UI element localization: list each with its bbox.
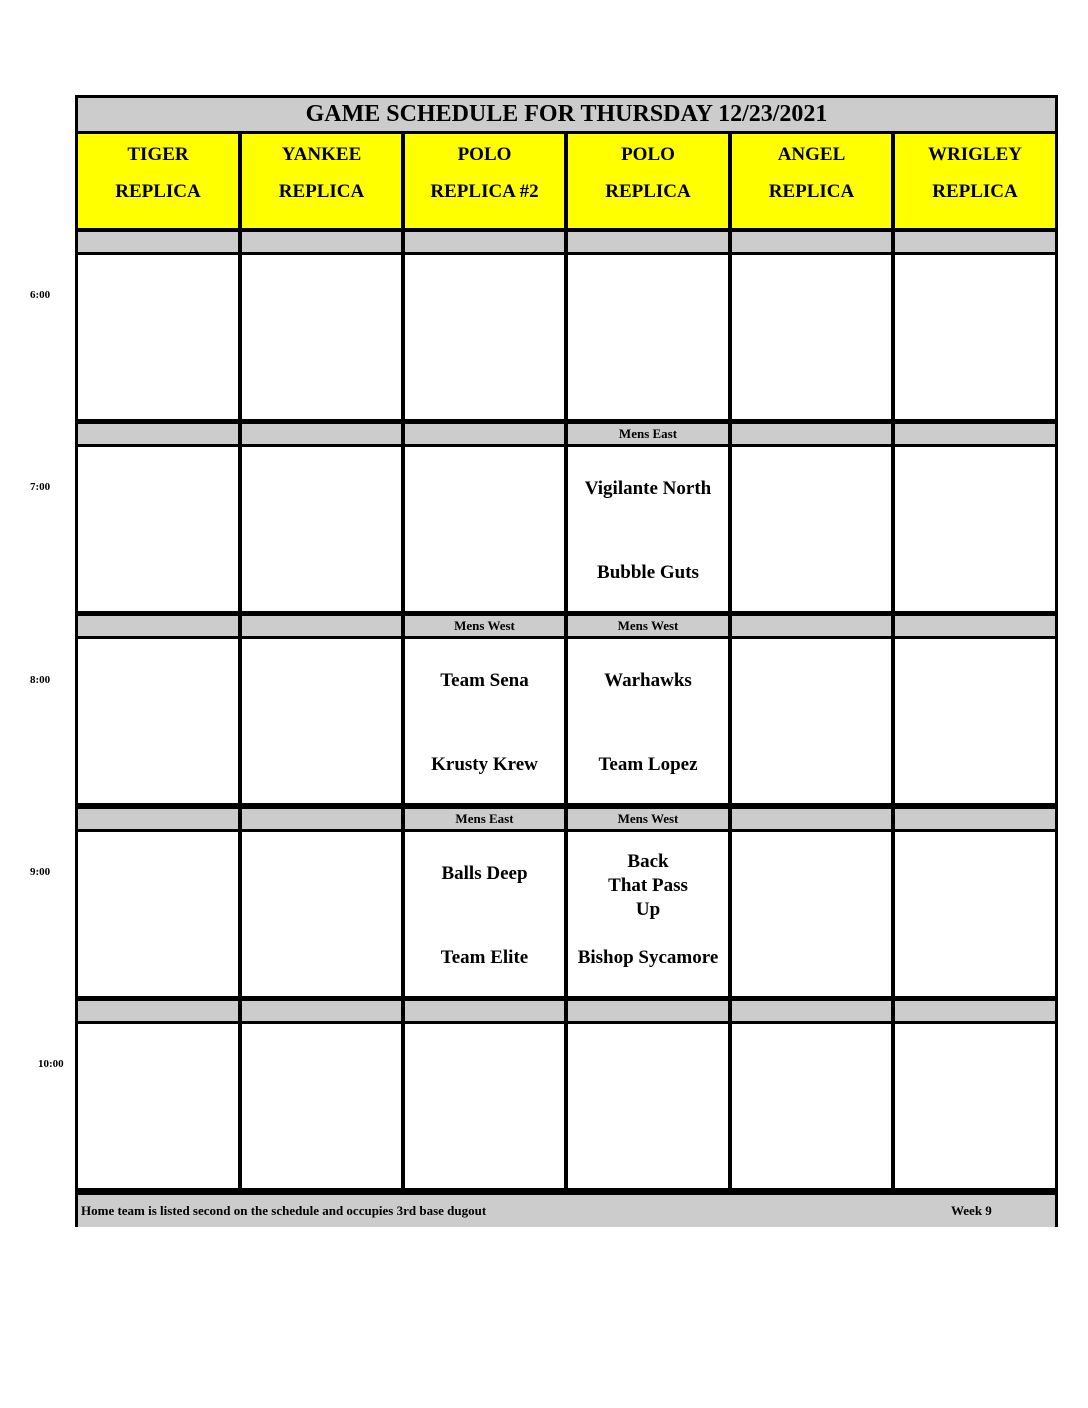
game-cell bbox=[242, 639, 401, 803]
field-name: YANKEE bbox=[281, 144, 362, 165]
game-cell bbox=[78, 255, 238, 419]
division-strip bbox=[78, 1001, 1055, 1021]
field-header bbox=[242, 134, 401, 228]
game-cell bbox=[568, 255, 728, 419]
division-label bbox=[732, 424, 891, 444]
field-name: WRIGLEY bbox=[928, 144, 1022, 165]
game-slot-row bbox=[78, 639, 1055, 803]
division-label: Mens East bbox=[568, 424, 728, 444]
field-sub: REPLICA bbox=[115, 181, 201, 202]
home-team: Bubble Guts bbox=[597, 562, 699, 583]
field-name: TIGER bbox=[127, 144, 189, 165]
division-label bbox=[732, 809, 891, 829]
game-cell bbox=[732, 1024, 891, 1188]
game-slot-row bbox=[78, 255, 1055, 419]
field-sub: REPLICA #2 bbox=[430, 181, 539, 202]
division-label bbox=[732, 232, 891, 252]
game-cell bbox=[78, 447, 238, 611]
away-team: Back That Pass Up bbox=[608, 851, 688, 920]
division-label bbox=[78, 616, 238, 636]
division-label bbox=[895, 809, 1055, 829]
division-label bbox=[568, 1001, 728, 1021]
division-label bbox=[732, 1001, 891, 1021]
away-team: Balls Deep bbox=[441, 863, 528, 884]
away-team: Vigilante North bbox=[584, 478, 712, 499]
away-team: Team Sena bbox=[440, 670, 529, 691]
division-label bbox=[732, 616, 891, 636]
division-label bbox=[242, 1001, 401, 1021]
time-label: 7:00 bbox=[30, 481, 51, 493]
game-cell bbox=[732, 639, 891, 803]
game-cell bbox=[895, 832, 1055, 996]
division-label bbox=[78, 424, 238, 444]
division-label bbox=[78, 1001, 238, 1021]
field-header bbox=[405, 134, 564, 228]
footer-note: Home team is listed second on the schedule and occupies 3rd base dugout bbox=[81, 1203, 487, 1218]
field-name: POLO bbox=[457, 144, 512, 165]
division-strip bbox=[78, 232, 1055, 252]
division-label: Mens West bbox=[568, 616, 728, 636]
field-sub: REPLICA bbox=[932, 181, 1018, 202]
time-column bbox=[0, 0, 76, 1408]
home-team: Team Elite bbox=[440, 947, 529, 968]
week-label: Week 9 bbox=[951, 1203, 992, 1218]
away-team: Warhawks bbox=[604, 670, 692, 691]
field-header bbox=[732, 134, 891, 228]
time-label: 10:00 bbox=[38, 1058, 64, 1070]
game-cell bbox=[895, 639, 1055, 803]
game-cell bbox=[732, 447, 891, 611]
game-cell bbox=[568, 639, 728, 803]
division-label bbox=[405, 1001, 564, 1021]
division-label bbox=[242, 809, 401, 829]
game-cell bbox=[895, 447, 1055, 611]
division-strip bbox=[78, 424, 1055, 444]
division-label: Mens East bbox=[405, 809, 564, 829]
schedule-table bbox=[75, 95, 1058, 1227]
home-team: Bishop Sycamore bbox=[577, 947, 719, 968]
field-name: POLO bbox=[621, 144, 675, 165]
game-cell bbox=[242, 1024, 401, 1188]
division-label bbox=[895, 616, 1055, 636]
game-cell bbox=[405, 639, 564, 803]
division-strip bbox=[78, 809, 1055, 829]
game-cell bbox=[732, 832, 891, 996]
game-cell bbox=[568, 1024, 728, 1188]
division-label bbox=[405, 424, 564, 444]
division-strip bbox=[78, 616, 1055, 636]
field-sub: REPLICA bbox=[768, 181, 855, 202]
game-cell bbox=[568, 832, 728, 996]
game-cell bbox=[405, 447, 564, 611]
field-sub: REPLICA bbox=[278, 181, 365, 202]
game-cell bbox=[732, 255, 891, 419]
time-label: 6:00 bbox=[30, 289, 51, 301]
division-label bbox=[895, 424, 1055, 444]
time-label: 9:00 bbox=[30, 866, 51, 878]
game-cell bbox=[242, 255, 401, 419]
field-sub: REPLICA bbox=[605, 181, 691, 202]
home-team: Krusty Krew bbox=[431, 754, 538, 775]
field-name: ANGEL bbox=[777, 144, 846, 165]
game-slot-row bbox=[78, 447, 1055, 611]
division-label: Mens West bbox=[405, 616, 564, 636]
time-label: 8:00 bbox=[30, 674, 51, 686]
home-team: Team Lopez bbox=[598, 754, 698, 775]
division-label bbox=[568, 232, 728, 252]
division-label bbox=[78, 232, 238, 252]
game-cell bbox=[568, 447, 728, 611]
game-cell bbox=[78, 639, 238, 803]
field-header bbox=[568, 134, 728, 228]
game-cell bbox=[78, 832, 238, 996]
division-label bbox=[78, 809, 238, 829]
game-cell bbox=[242, 832, 401, 996]
division-label bbox=[242, 424, 401, 444]
footer-bar bbox=[78, 1195, 1055, 1227]
game-cell bbox=[405, 255, 564, 419]
game-cell bbox=[242, 447, 401, 611]
division-label bbox=[895, 232, 1055, 252]
division-label bbox=[895, 1001, 1055, 1021]
game-cell bbox=[405, 832, 564, 996]
game-cell bbox=[405, 1024, 564, 1188]
division-label: Mens West bbox=[568, 809, 728, 829]
division-label bbox=[242, 232, 401, 252]
schedule-title: GAME SCHEDULE FOR THURSDAY 12/23/2021 bbox=[78, 98, 1055, 131]
division-label bbox=[405, 232, 564, 252]
field-header bbox=[895, 134, 1055, 228]
division-label bbox=[242, 616, 401, 636]
game-slot-row bbox=[78, 832, 1055, 996]
field-header bbox=[78, 134, 238, 228]
game-cell bbox=[895, 1024, 1055, 1188]
game-slot-row bbox=[78, 1024, 1055, 1188]
game-cell bbox=[78, 1024, 238, 1188]
field-header-row bbox=[78, 134, 1055, 228]
game-cell bbox=[895, 255, 1055, 419]
